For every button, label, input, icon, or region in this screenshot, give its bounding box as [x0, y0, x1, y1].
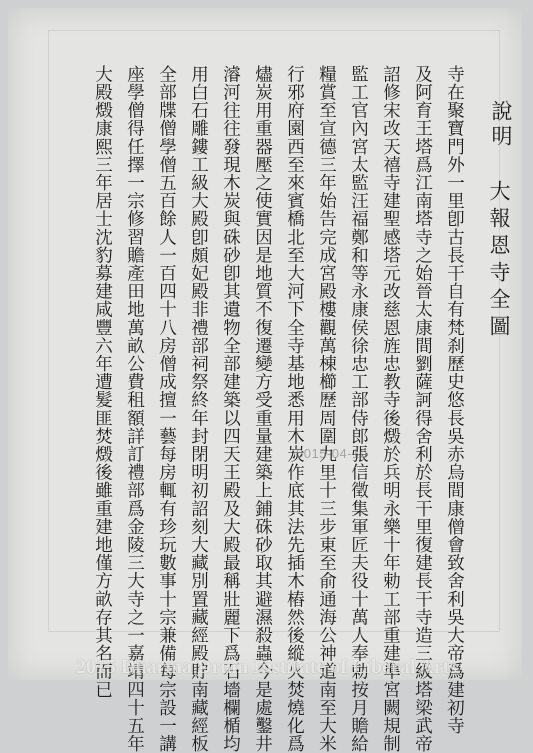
text-column-2: 及阿育王塔爲江南塔寺之始晉太康間劉薩訶得舍利於長干里復建長干寺造三級塔梁武帝	[412, 65, 433, 753]
text-column-4: 監工官內宮太監汪福鄭和等永康侯徐忠工部侍郎張信徵集軍匠夫役十萬人奉勅按月贍給	[348, 65, 369, 753]
watermark-footer: 2015 Dharma Drum Institute of Liberal Arts	[75, 656, 458, 678]
text-column-6: 行邪府園西至來賓橋北至大河下全寺基地悉用木炭作底其法先插木樁然後縱火焚燒化爲	[284, 65, 305, 753]
text-column-3: 詔修宋改天禧寺建聖感塔元改慈恩旌忠教寺後燬於兵明永樂十年勅工部重建準宮闕規制	[380, 65, 401, 753]
text-column-11: 座學僧得任擇一宗修習贍產田地萬畝公費租額詳訂禮部爲金陵三大寺之一嘉靖四十五年	[124, 65, 145, 753]
text-column-9: 用白石雕鏤工級大殿卽頗妃殿非禮部祠祭終年封閉明初詔刻大藏別置藏經殿貯南藏經板	[188, 65, 209, 753]
text-column-8: 濬河往往發現木炭與硃砂卽其遺物全部建築以四天王殿及大殿最稱壯麗下爲石墻欄楯均	[220, 65, 241, 753]
text-column-7: 燼炭用重器壓之使實因是地質不復遷變方受重量建築上鋪硃砂取其避濕殺蟲今是處鑿井	[252, 65, 273, 753]
text-column-1: 寺在聚寶門外一里卽古長干自有梵刹歷史悠長吳赤烏間康僧會致舍利吳大帝爲建初寺	[444, 65, 465, 735]
text-column-5: 糧賞至宣德三年始告完成宮殿樓觀萬棟櫛歷周圍九里十三步東至俞通海公神道南至大米	[316, 65, 337, 753]
section-label: 說明	[489, 100, 513, 150]
archive-stamp: 0015-04-10	[296, 446, 368, 461]
text-column-10: 全部牒僧學僧五百餘人一百四十八房僧成擅一藝每房輒有珍玩數事十宗兼備每宗設一講	[156, 65, 177, 753]
document-title: 大報恩寺全圖	[487, 180, 511, 342]
text-column-12: 大殿燬康熙三年居士沈豹募建咸豐六年遭髮匪焚燬後雖重建地僅方畝存其名而已	[92, 65, 113, 699]
